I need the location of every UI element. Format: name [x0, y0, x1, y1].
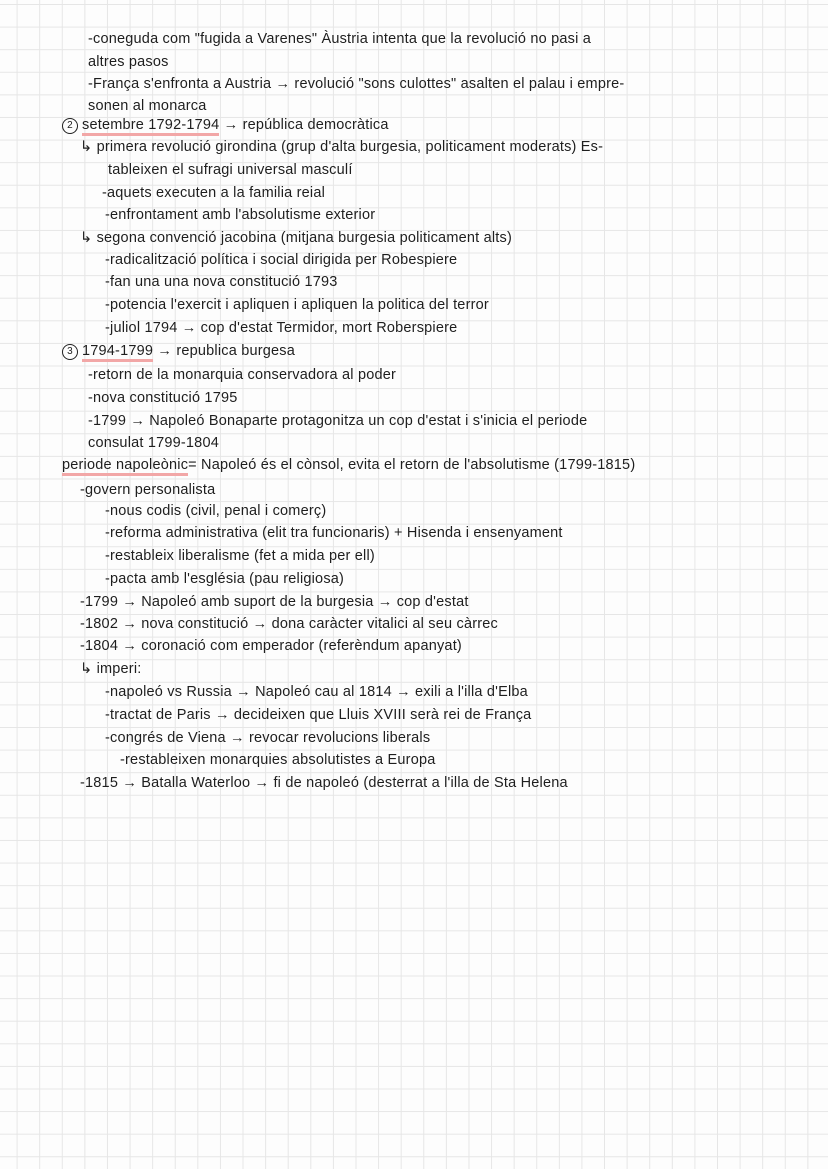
- note-line: -nova constitució 1795: [88, 390, 238, 406]
- note-line: -retorn de la monarquia conservadora al poder: [88, 367, 397, 383]
- note-line: -1799 → Napoleó Bonaparte protagonitza un cop d'estat i s'inicia el periode: [88, 413, 588, 429]
- note-line: -fan una una nova constitució 1793: [105, 274, 338, 290]
- note-line: -napoleó vs Russia → Napoleó cau al 1814 → exili a l'illa d'Elba: [105, 684, 528, 700]
- note-line: consulat 1799-1804: [88, 435, 219, 451]
- section-title: república democràtica: [242, 117, 389, 133]
- note-line: -congrés de Viena → revocar revolucions liberals: [105, 730, 431, 746]
- note-line: ↳ primera revolució girondina (grup d'alta burgesia, politicament moderats) Es-: [80, 139, 604, 155]
- note-line: -1804 → coronació com emperador (referèndum apanyat): [80, 638, 462, 654]
- note-line: -reforma administrativa (elit tra funcionaris) + Hisenda i ensenyament: [105, 525, 563, 541]
- section-title: periode napoleònic: [62, 457, 188, 476]
- note-line: -pacta amb l'església (pau religiosa): [105, 571, 345, 587]
- note-line: ↳ segona convenció jacobina (mitjana burgesia politicament alts): [80, 230, 512, 246]
- note-line: -aquets executen a la familia reial: [102, 185, 326, 201]
- note-line: -nous codis (civil, penal i comerç): [105, 503, 327, 519]
- note-line: -potencia l'exercit i apliquen i apliquen la politica del terror: [105, 297, 489, 313]
- note-line: -1815 → Batalla Waterloo → fi de napoleó (desterrat a l'illa de Sta Helena: [80, 775, 568, 791]
- note-line: tableixen el sufragi universal masculí: [108, 162, 353, 178]
- note-line: -juliol 1794 → cop d'estat Termidor, mort Roberspiere: [105, 320, 458, 336]
- note-line: ↳ imperi:: [80, 661, 142, 677]
- section-heading-3: [62, 342, 295, 360]
- note-line: -1799 → Napoleó amb suport de la burgesia → cop d'estat: [80, 594, 469, 610]
- arrow: →: [219, 117, 243, 133]
- arrow: →: [153, 343, 177, 359]
- note-line: -radicalització política i social dirigida per Robespiere: [105, 252, 458, 268]
- circled-number-2: 2: [62, 118, 78, 134]
- section-heading-2: [62, 116, 389, 134]
- section-heading-napoleon: [62, 456, 635, 474]
- note-line: altres pasos: [88, 54, 169, 70]
- note-line: -França s'enfronta a Austria → revolució "sons culottes" asalten el palau i empre-: [88, 76, 625, 92]
- note-line: -tractat de Paris → decideixen que Lluis XVIII serà rei de França: [105, 707, 532, 723]
- note-line: -govern personalista: [80, 482, 216, 498]
- section-definition: = Napoleó és el cònsol, evita el retorn de l'absolutisme (1799-1815): [188, 457, 636, 473]
- note-line: -restableix liberalisme (fet a mida per ell): [105, 548, 375, 564]
- section-title: republica burgesa: [176, 343, 295, 359]
- note-line: -coneguda com "fugida a Varenes" Àustria intenta que la revolució no pasi a: [88, 31, 592, 47]
- circled-number-3: 3: [62, 344, 78, 360]
- section-date: setembre 1792-1794: [82, 117, 219, 136]
- note-line: -1802 → nova constitució → dona caràcter vitalici al seu càrrec: [80, 616, 498, 632]
- note-line: -restableixen monarquies absolutistes a Europa: [120, 752, 436, 768]
- section-date: 1794-1799: [82, 343, 153, 362]
- note-line: -enfrontament amb l'absolutisme exterior: [105, 207, 376, 223]
- note-line: sonen al monarca: [88, 98, 207, 114]
